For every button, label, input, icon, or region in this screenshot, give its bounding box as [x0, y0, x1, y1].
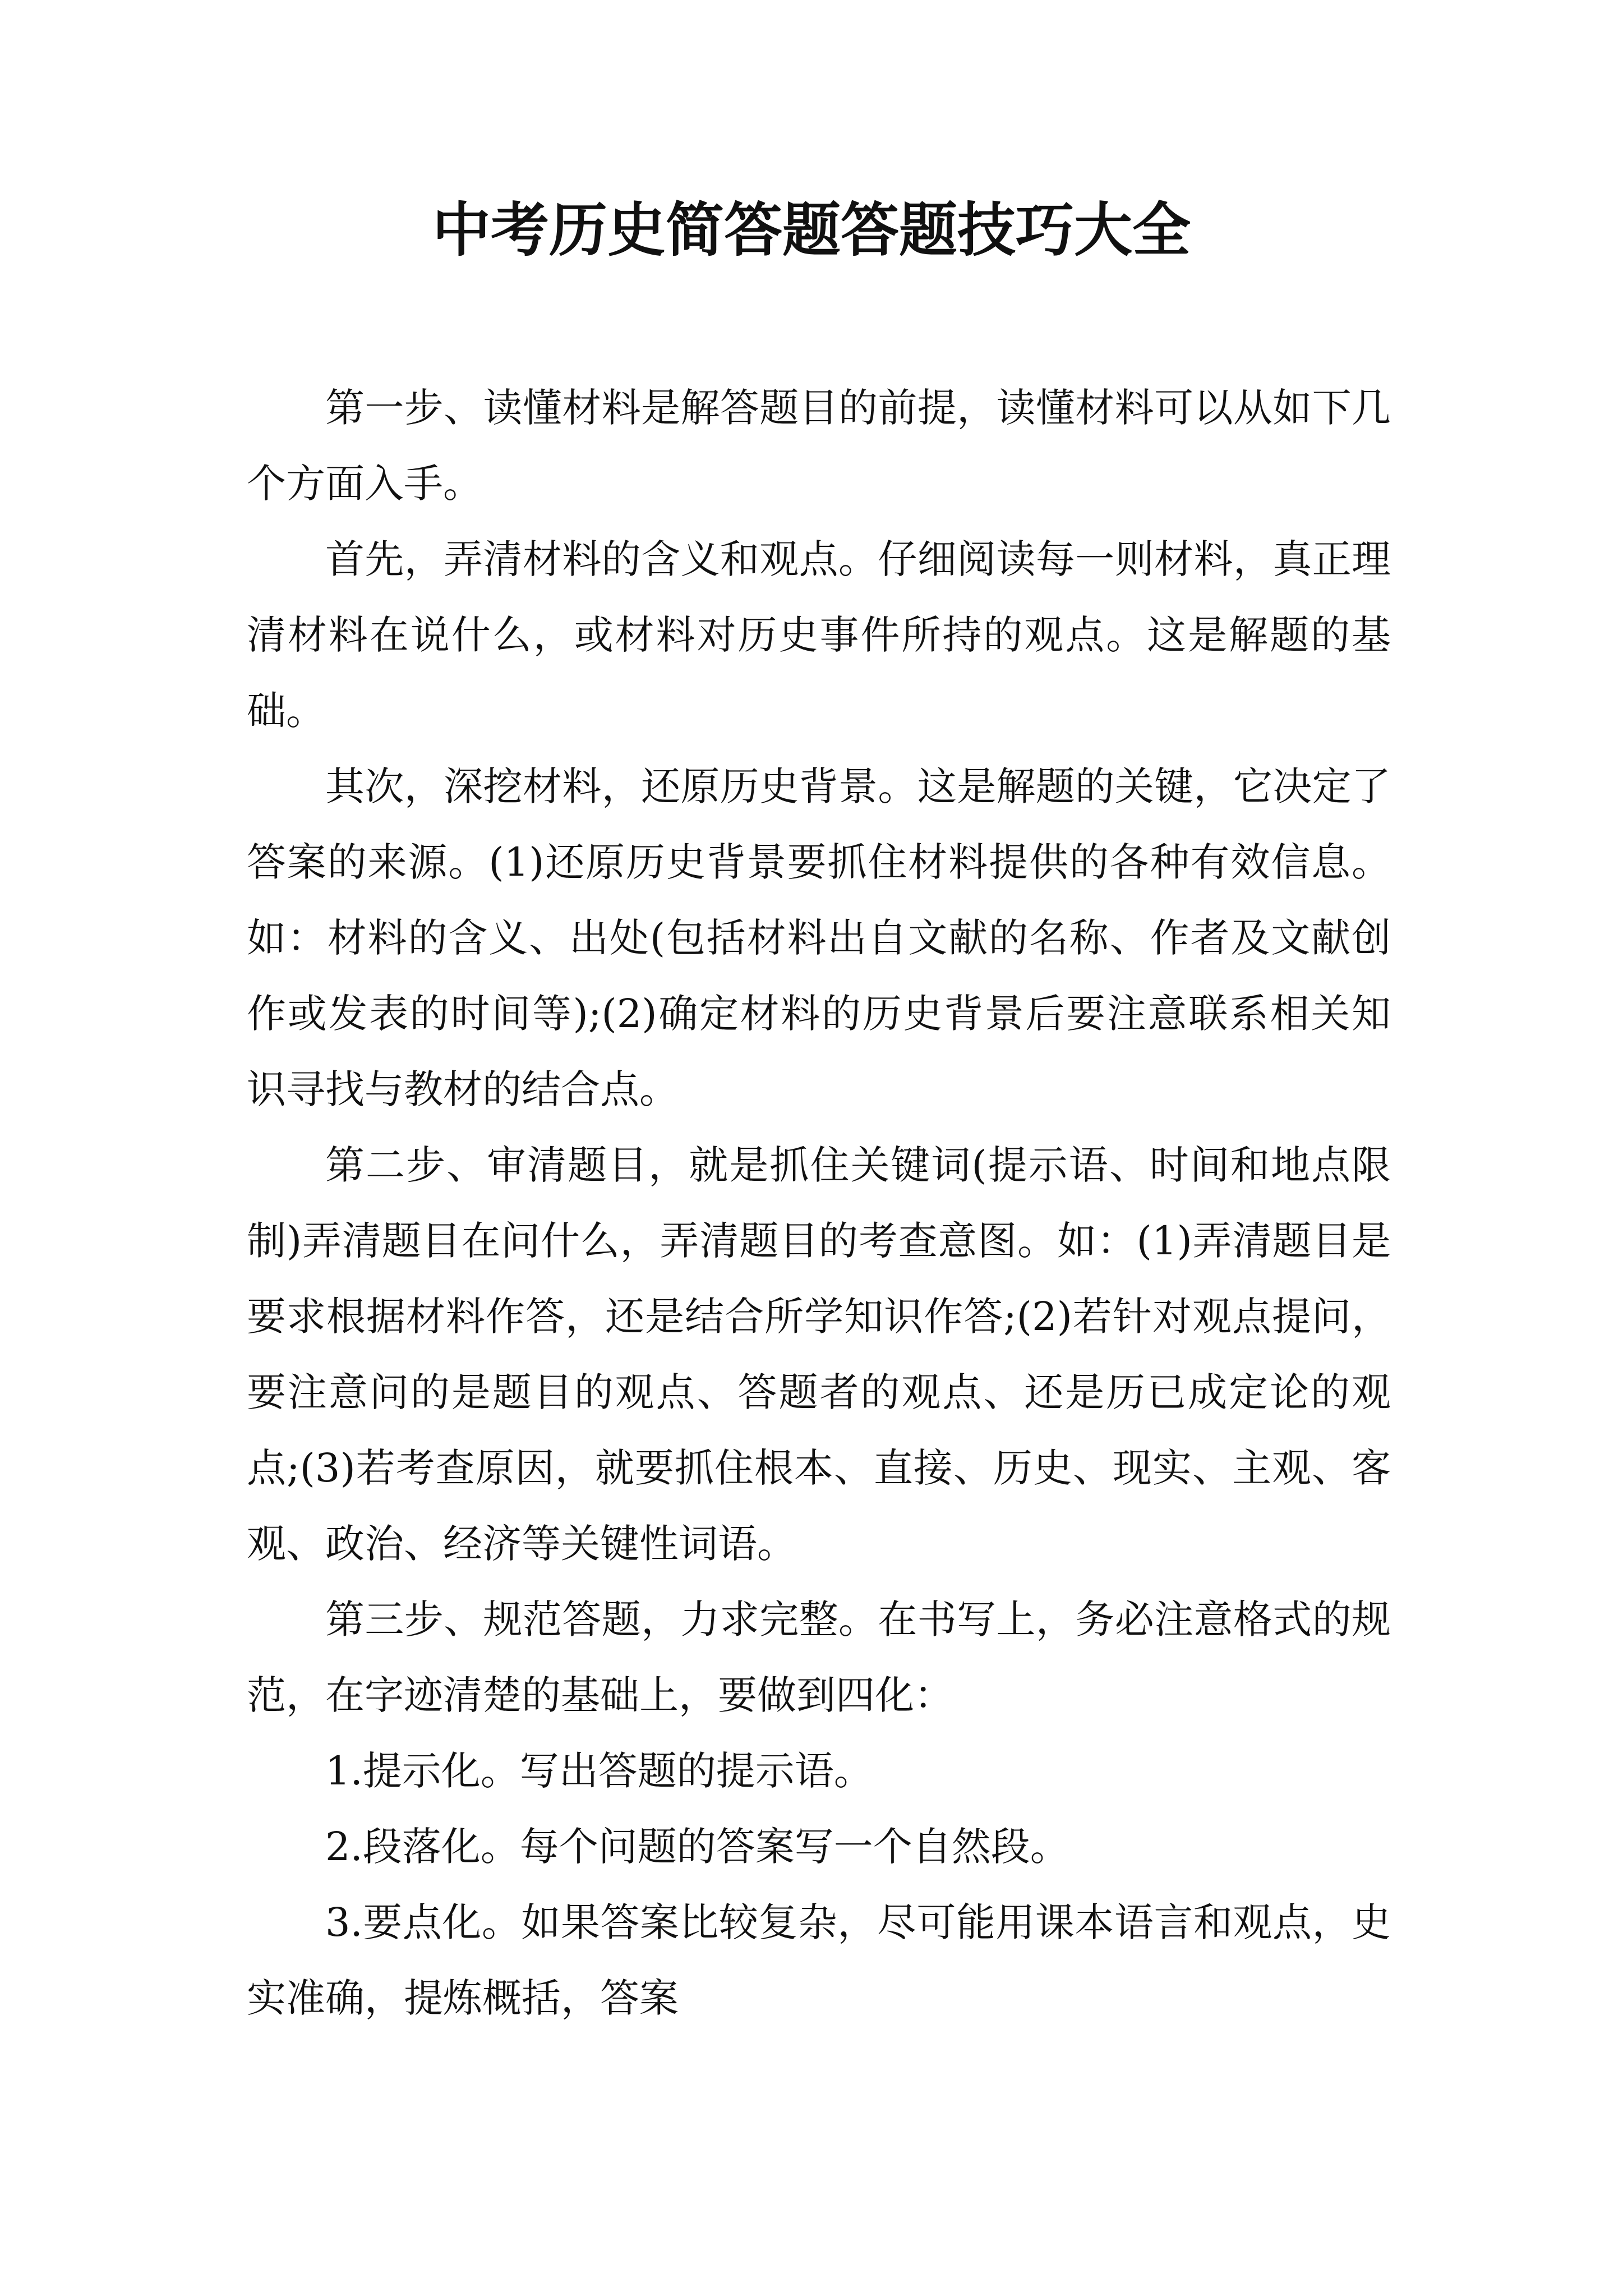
paragraph-step-three: 第三步、规范答题，力求完整。在书写上，务必注意格式的规范，在字迹清楚的基础上，要做到四化： [247, 1596, 1391, 1718]
paragraph-second: 其次，深挖材料，还原历史背景。这是解题的关键，它决定了答案的来源。(1)还原历史背景要抓住材料提供的各种有效信息。如：材料的含义、出处(包括材料出自文献的名称、作者及文献创作或发表的时间等);(2)确定材料的历史背景后要注意联系相关知识寻找与教材的结合点。 [247, 763, 1391, 1112]
paragraph-first: 首先，弄清材料的含义和观点。仔细阅读每一则材料，真正理清材料在说什么，或材料对历史事件所持的观点。这是解题的基础。 [247, 536, 1391, 734]
document-title: 中考历史简答题答题技巧大全 [432, 195, 1191, 264]
paragraph-list-item-3: 3.要点化。如果答案比较复杂，尽可能用课本语言和观点，史实准确，提炼概括，答案 [247, 1899, 1391, 2021]
paragraph-step-one: 第一步、读懂材料是解答题目的前提，读懂材料可以从如下几个方面入手。 [247, 385, 1391, 507]
paragraph-list-item-1: 1.提示化。写出答题的提示语。 [325, 1748, 873, 1794]
paragraph-step-two: 第二步、审清题目，就是抓住关键词(提示语、时间和地点限制)弄清题目在问什么，弄清题目的考查意图。如：(1)弄清题目是要求根据材料作答，还是结合所学知识作答;(2)若针对观点提问，要注意问的是题目的观点、答题者的观点、还是历已成定论的观点;(3)若考查原因，就要抓住根本、直接、历史、现实、主观、客观、政治、经济等关键性词语。 [247, 1142, 1391, 1567]
paragraph-list-item-2: 2.段落化。每个问题的答案写一个自然段。 [325, 1824, 1069, 1870]
document-body [247, 370, 1391, 2036]
